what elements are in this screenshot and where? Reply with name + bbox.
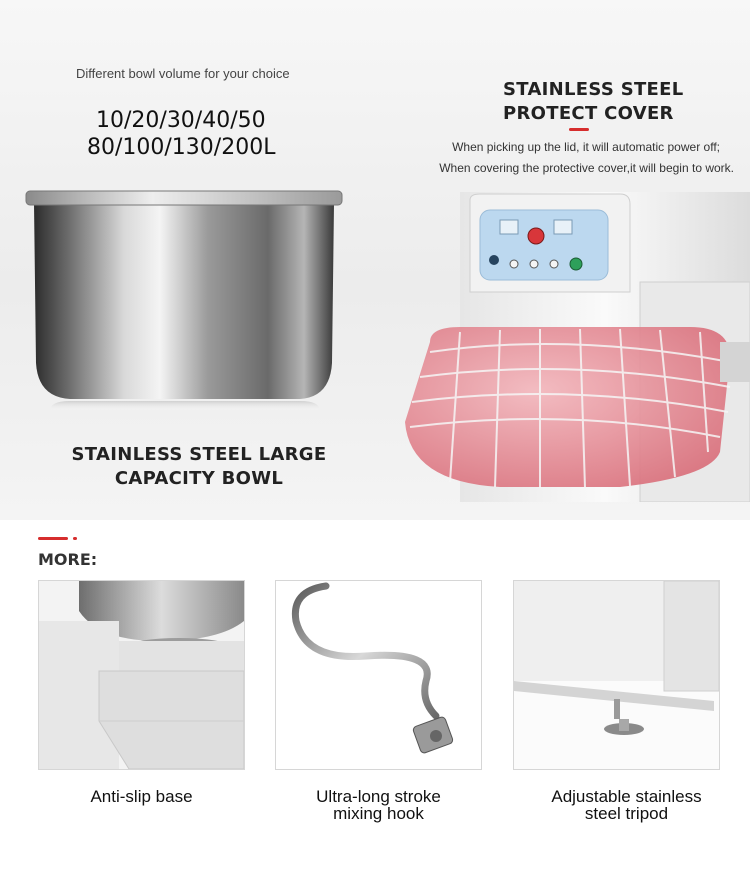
more-title: MORE:	[38, 550, 98, 569]
more-red-accent	[38, 537, 68, 540]
bowl-volume-subtitle: Different bowl volume for your choice	[76, 66, 290, 81]
mixing-hook-caption-line-1: Ultra-long stroke	[316, 787, 441, 806]
mixing-hook-caption-line-2: mixing hook	[333, 804, 424, 823]
adjustable-tripod-image	[513, 580, 720, 770]
tripod-caption-line-2: steel tripod	[584, 804, 669, 823]
bowl-title-line-2: CAPACITY BOWL	[114, 468, 284, 489]
cover-title-line-1: STAINLESS STEEL	[503, 79, 684, 100]
bowl-title-line-1: STAINLESS STEEL LARGE	[71, 444, 327, 465]
mixer-with-cover-image	[390, 192, 750, 502]
bowl-volumes-line-1: 10/20/30/40/50	[96, 108, 266, 133]
cover-description-line-1: When picking up the lid, it will automatic power off;	[452, 140, 720, 154]
tripod-caption-line-1: Adjustable stainless	[551, 787, 702, 806]
anti-slip-base-image	[38, 580, 245, 770]
bowl-volumes-line-2: 80/100/130/200L	[87, 135, 276, 160]
stainless-bowl-image	[20, 185, 350, 425]
mixing-hook-image	[275, 580, 482, 770]
cover-red-accent	[569, 128, 589, 131]
anti-slip-base-caption: Anti-slip base	[90, 787, 193, 806]
cover-description-line-2: When covering the protective cover,it will begin to work.	[439, 161, 734, 175]
more-red-dot	[73, 537, 77, 540]
cover-title-line-2: PROTECT COVER	[503, 103, 674, 124]
